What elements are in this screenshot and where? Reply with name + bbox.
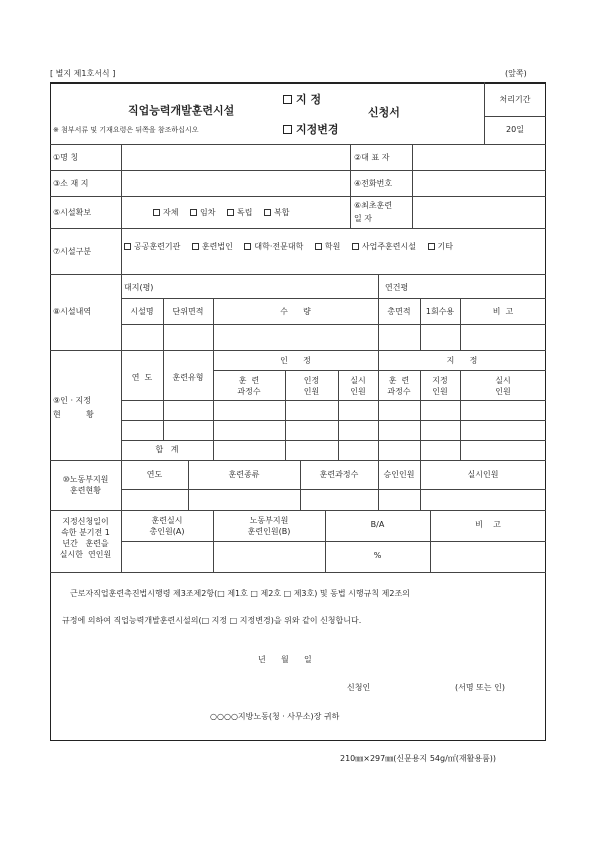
statement-line-1: 근로자직업훈련촉진법시행령 제3조제2항(□ 제1호 □ 제2호 □ 제3호) 및 동법 시행규칙 제2조의 <box>70 589 410 598</box>
support-status-label: ⑩노동부지원 훈련현황 <box>62 475 109 495</box>
q-header-supported: 노동부지원 훈련인원(B) <box>247 516 291 536</box>
accredit-people-header: 인정 인원 <box>303 376 320 396</box>
first-training-date-label-2: 일 자 <box>354 214 372 223</box>
facility-secure-label: ⑤시설확보 <box>53 208 92 217</box>
form-number: [ 별지 제1호서식 ] <box>50 69 116 78</box>
checkbox-icon[interactable] <box>244 243 251 250</box>
fac-header-name: 시설명 <box>130 307 154 316</box>
designate-people-header: 지정 인원 <box>432 376 448 396</box>
applicant-label: 신청인 <box>347 683 371 692</box>
title-option-designate: 지 정 <box>283 94 321 105</box>
fac-header-qty: 수 량 <box>280 307 311 316</box>
checkbox-icon[interactable] <box>428 243 435 250</box>
name-label: ①명 칭 <box>53 153 79 162</box>
accredit-header: 인 정 <box>280 356 311 365</box>
designate-course-count-header: 훈 련 과정수 <box>387 376 411 396</box>
title-option-change: 지정변경 <box>283 124 339 135</box>
facility-type-options: 공공훈련기관 훈련법인 대학·전문대학 학원 사업주훈련시설 기타 <box>124 241 544 253</box>
support-header-actual: 실시인원 <box>467 470 499 479</box>
actual-people-header: 실시 인원 <box>350 376 366 396</box>
accredit-course-count-header: 훈 련 과정수 <box>237 376 261 396</box>
land-area-label: 대지(평) <box>124 283 154 292</box>
title-left: 직업능력개발훈련시설 <box>128 104 235 117</box>
application-date: 년 월 일 <box>258 655 312 664</box>
checkbox-icon[interactable] <box>264 209 271 216</box>
fac-header-remarks: 비 고 <box>492 307 514 316</box>
floor-area-label: 연건평 <box>385 283 409 292</box>
facility-details-label: ⑧시설내역 <box>53 307 92 316</box>
cert-status-label-2: 현 황 <box>53 410 94 419</box>
cert-status-label: ⑨인 · 지정 <box>53 396 91 405</box>
checkbox-icon[interactable] <box>124 243 131 250</box>
checkbox-icon[interactable] <box>192 243 199 250</box>
support-header-year: 연도 <box>146 470 163 479</box>
checkbox-icon[interactable] <box>352 243 359 250</box>
paper-spec: 210㎜×297㎜(신문용지 54g/㎡(재활용품)) <box>340 754 497 763</box>
title-right: 신청서 <box>368 106 400 119</box>
cert-type-header: 훈련유형 <box>172 373 204 382</box>
page-side: (앞쪽) <box>505 69 527 78</box>
facility-secure-options: 자체 임차 독립 복합 <box>153 209 299 217</box>
instruction-note: ※ 첨부서류 및 기재요령은 뒤쪽을 참조하십시오 <box>53 126 199 134</box>
total-label: 합 계 <box>155 445 179 454</box>
q-header-total: 훈련실시 총인원(A) <box>149 516 185 536</box>
phone-label: ④전화번호 <box>354 179 393 188</box>
designate-header: 지 정 <box>446 356 478 365</box>
checkbox-icon[interactable] <box>190 209 197 216</box>
signature-note: (서명 또는 인) <box>455 683 505 692</box>
q-header-ratio: B/A <box>370 520 385 529</box>
address-label: ③소 재 지 <box>53 179 89 188</box>
recipient: ○○○○지방노동(청 · 사무소)장 귀하 <box>210 712 340 721</box>
facility-type-label: ⑦시설구분 <box>53 247 92 256</box>
checkbox-icon[interactable] <box>315 243 322 250</box>
checkbox-icon[interactable] <box>153 209 160 216</box>
ratio-percent: % <box>373 551 382 560</box>
fac-header-total: 총면적 <box>387 307 411 316</box>
support-header-kind: 훈련종류 <box>228 470 260 479</box>
cert-year-header: 연 도 <box>131 373 153 382</box>
checkbox-icon <box>283 95 292 104</box>
checkbox-icon[interactable] <box>227 209 234 216</box>
representative-label: ②대 표 자 <box>354 153 390 162</box>
statement-line-2: 규정에 의하여 직업능력개발훈련시설의(□ 지정 □ 지정변경)을 위와 같이 신청합니다. <box>62 616 362 625</box>
processing-period-label: 처리기간 <box>499 95 531 104</box>
quarter-label: 지정신청일이 속한 분기전 1 년간 훈련을 실시한 연인원 <box>59 517 112 559</box>
first-training-date-label: ⑥최초훈련 <box>354 201 393 210</box>
processing-period-value: 20일 <box>506 125 524 134</box>
fac-header-unit: 단위면적 <box>172 307 204 316</box>
checkbox-icon <box>283 125 292 134</box>
q-header-remarks: 비 고 <box>475 520 501 529</box>
support-header-approved: 승인인원 <box>383 470 415 479</box>
fac-header-capacity: 1회수용 <box>425 307 455 316</box>
actual-people-header-2: 실시 인원 <box>495 376 511 396</box>
form-frame <box>50 82 546 741</box>
support-header-course-count: 훈련과정수 <box>319 470 359 479</box>
